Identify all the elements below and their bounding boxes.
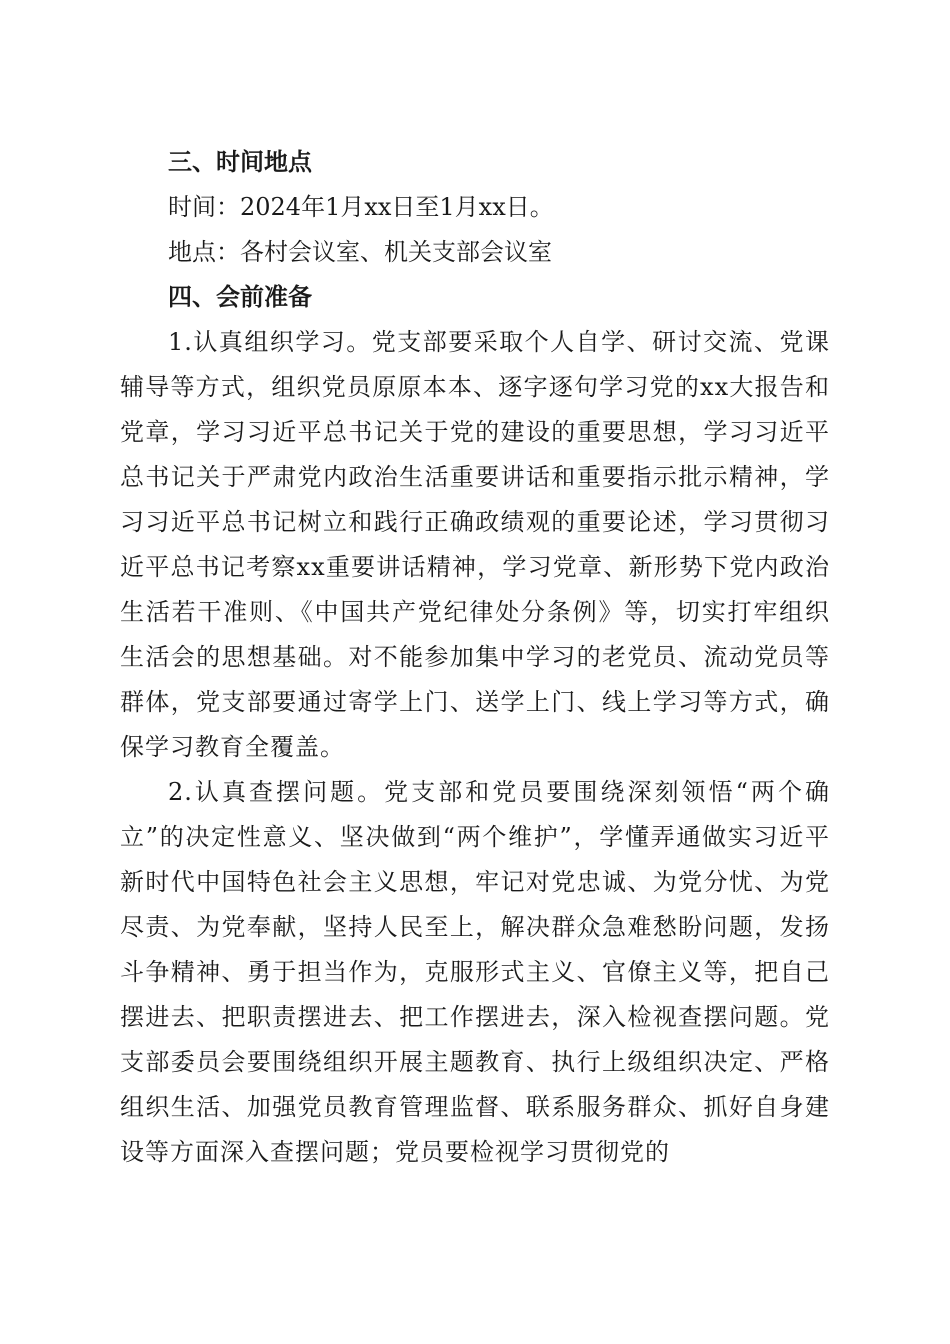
place-line: 地点：各村会议室、机关支部会议室 <box>168 238 552 266</box>
time-line: 时间：2024年1月xx日至1月xx日。 <box>168 193 554 221</box>
document-body <box>120 140 830 1175</box>
section-heading-preparation: 四、会前准备 <box>168 283 312 311</box>
paragraph-study: 1.认真组织学习。党支部要采取个人自学、研讨交流、党课辅导等方式，组织党员原原本本、逐字逐句学习党的xx大报告和党章，学习习近平总书记关于党的建设的重要思想，学习习近平总书记关于严肃党内政治生活重要讲话和重要指示批示精神，学习习近平总书记树立和践行正确政绩观的重要论述，学习贯彻习近平总书记考察xx重要讲话精神，学习党章、新形势下党内政治生活若干准则、《中国共产党纪律处分条例》等，切实打牢组织生活会的思想基础。对不能参加集中学习的老党员、流动党员等群体，党支部要通过寄学上门、送学上门、线上学习等方式，确保学习教育全覆盖。 <box>120 328 830 761</box>
section-heading-time-place: 三、时间地点 <box>168 148 312 176</box>
paragraph-problems: 2.认真查摆问题。党支部和党员要围绕深刻领悟“两个确立”的决定性意义、坚决做到“两个维护”，学懂弄通做实习近平新时代中国特色社会主义思想，牢记对党忠诚、为党分忧、为党尽责、为党奉献，坚持人民至上，解决群众急难愁盼问题，发扬斗争精神、勇于担当作为，克服形式主义、官僚主义等，把自己摆进去、把职责摆进去、把工作摆进去，深入检视查摆问题。党支部委员会要围绕组织开展主题教育、执行上级组织决定、严格组织生活、加强党员教育管理监督、联系服务群众、抓好自身建设等方面深入查摆问题；党员要检视学习贯彻党的 <box>120 778 830 1166</box>
